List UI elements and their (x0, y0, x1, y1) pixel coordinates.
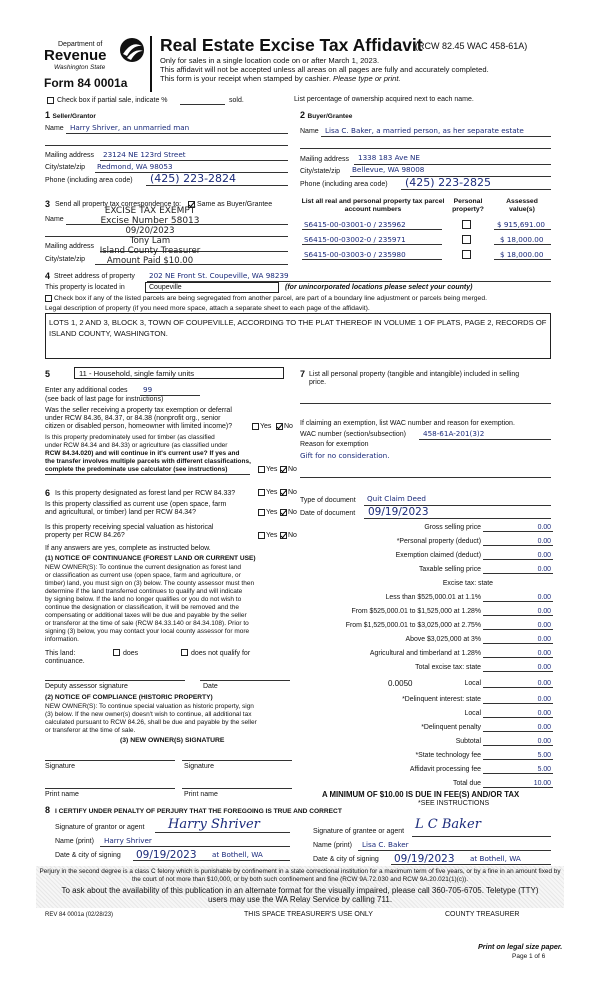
minimum-note: A MINIMUM OF $10.00 IS DUE IN FEE(S) AND/OR TAX (322, 790, 520, 799)
notice3-title: (3) NEW OWNER(S) SIGNATURE (120, 737, 225, 744)
tax-value[interactable]: 0.00 (537, 636, 551, 643)
exemption-claim-label: If claiming an exemption, list WAC number and reason for exemption. (300, 420, 515, 427)
buyer-phone-label: Phone (including area code) (300, 181, 388, 188)
tax-value[interactable]: 0.00 (537, 696, 551, 703)
n1-l3: timber) land, you must sign on (3) below. The county assessor must then (45, 580, 255, 587)
n1-l7: compensating or additional taxes will be due and payable by the seller (45, 612, 247, 619)
assessed-value-1[interactable]: $ 915,691.00 (497, 220, 546, 229)
county-treasurer: COUNTY TREASURER (445, 911, 520, 918)
s6-q3-yes-checkbox[interactable] (258, 532, 265, 539)
perjury-notice: Perjury in the second degree is a class C felony which is punishable by confinement in a state correctional institution for a maximum term of five years, or by a fine in an amount fixed by the court of not more than $10,000, or by both such confinement and fine (RCW 9A.72.030 and RCW 9A.20.021(1)(c)). (39, 868, 561, 883)
assessed-value-2[interactable]: $ 18,000.00 (500, 235, 544, 244)
s5-q1-no-checkbox[interactable] (276, 423, 283, 430)
doc-type-label: Type of document (300, 497, 356, 504)
tax-value[interactable]: 5.00 (537, 766, 551, 773)
street-label: Street address of property (54, 273, 135, 280)
n1-l6: continue the designation or classification, it will be removed and the (45, 604, 240, 611)
tax-value[interactable]: 0.00 (537, 650, 551, 657)
document-date[interactable]: 09/19/2023 (368, 506, 429, 518)
parcel-header: List all real and personal property tax parcel account numbers (301, 198, 445, 213)
tax-value[interactable]: 0.00 (537, 524, 551, 531)
s6-q3-l1: Is this property receiving special valuation as historical (45, 524, 214, 531)
section5-num: 5 (45, 369, 51, 379)
seller-name-label: Name (45, 125, 64, 132)
legal-description[interactable]: LOTS 1, 2 AND 3, BLOCK 3, TOWN OF COUPEVILLE, ACCORDING TO THE PLAT THEREOF IN VOLUME 1 OF PLATS, PAGE 2, RECORDS OF ISLAND COUNTY, WASHINGTON. (45, 313, 551, 359)
rev-number: REV 84 0001a (02/28/23) (45, 912, 114, 918)
s5-q2-l1: Is this property predominately used for timber (as classified (45, 434, 215, 441)
s6-q1: Is this property designated as forest land per RCW 84.33? (55, 490, 236, 497)
tax-row: Local 0.00 (464, 710, 551, 717)
form-rcw: (RCW 82.45 WAC 458-61A) (415, 41, 528, 51)
tax-row: From $1,525,000.01 to $3,025,000 at 2.75% 0.00 (345, 622, 551, 629)
s5-q2-l2: under RCW 84.34 and 84.33) or agriculture (as classified under (45, 442, 228, 449)
n1-l9: signing (3) below, you may contact your local county assessor for more (45, 628, 250, 635)
s6-if-any: If any answers are yes, complete as instructed below. (45, 545, 211, 552)
partial-sold-label: sold. (229, 97, 244, 104)
s5-q1-no-label: No (284, 423, 293, 430)
assessed-header: Assessed value(s) (506, 198, 538, 213)
this-land-label: This land: (45, 650, 76, 657)
certify-statement: I CERTIFY UNDER PENALTY OF PERJURY THAT THE FOREGOING IS TRUE AND CORRECT (55, 808, 342, 815)
partial-sale-checkbox[interactable] (47, 97, 54, 104)
deputy-date-label: Date (203, 683, 218, 690)
parcel-number-2[interactable]: S6415-00-03002-0 / 235971 (304, 235, 406, 244)
grantor-print-label: Name (print) (55, 838, 94, 845)
wac-label: WAC number (section/subsection) (300, 431, 406, 438)
tax-value[interactable]: 0.00 (537, 664, 551, 671)
notice2-title: (2) NOTICE OF COMPLIANCE (HISTORIC PROPERTY) (45, 694, 213, 701)
new-owner-sig-label-1: Signature (45, 763, 75, 770)
seller-city-label: City/state/zip (45, 164, 86, 171)
location-select[interactable]: Coupeville (145, 282, 279, 293)
s6-q1-yes-label: Yes (266, 489, 278, 496)
header-divider (150, 36, 152, 92)
n1-l2: or classification as current use (open space, farm and agriculture, or (45, 572, 241, 579)
section7-num: 7 (300, 369, 306, 379)
s6-q1-yes-checkbox[interactable] (258, 489, 265, 496)
grantee-date[interactable]: 09/19/2023 (394, 853, 455, 865)
tax-row: Gross selling price 0.00 (424, 524, 551, 531)
grantor-city[interactable]: at Bothell, WA (212, 850, 263, 859)
form-title: Real Estate Excise Tax Affidavit (160, 35, 423, 55)
header-note3: This form is your receipt when stamped by cashier. Please type or print. (160, 74, 401, 83)
section6-num: 6 (45, 488, 51, 498)
tax-row: Agricultural and timberland at 1.28% 0.00 (369, 650, 551, 657)
n2-l1: NEW OWNER(S): To continue special valuation as historic property, sign (45, 703, 254, 710)
grantee-print-name[interactable]: Lisa C. Baker (362, 840, 409, 849)
segregated-label: Check box if any of the listed parcels are being segregated from another parcel, are part of a boundary line adjustment or parcels being merged. (54, 295, 487, 302)
section8-num: 8 (45, 805, 51, 815)
wac-number[interactable]: 458-61A-201(3)2 (423, 429, 485, 438)
buyer-city-label: City/state/zip (300, 168, 341, 175)
document-type[interactable]: Quit Claim Deed (367, 494, 426, 503)
exemption-reason[interactable]: Gift for no consideration. (300, 451, 390, 460)
section3-heading: Send all property tax correspondence to: (55, 201, 182, 208)
buyer-name[interactable]: Lisa C. Baker, a married person, as her separate estate (325, 126, 524, 135)
tax-row: *Delinquent interest: state 0.00 (402, 696, 551, 703)
tax-row: Local 0.00 (464, 680, 551, 687)
s6-q2-l1: Is this property classified as current use (open space, farm (45, 501, 227, 508)
grantee-signature[interactable]: L C Baker (415, 817, 481, 832)
s5-q2-yes-label: Yes (266, 466, 278, 473)
s6-q3-no-checkbox[interactable] (280, 532, 287, 539)
tax-row: Exemption claimed (deduct) 0.00 (395, 552, 551, 559)
s5-q2-no-checkbox[interactable] (280, 466, 287, 473)
s5-q2-l5: complete the predominate use calculator (see instructions) (45, 466, 228, 473)
s6-q3-yes-label: Yes (266, 532, 278, 539)
tax-row: Affidavit processing fee 5.00 (409, 766, 551, 773)
see-back-note: (see back of last page for instructions) (45, 396, 164, 403)
additional-codes-label: Enter any additional codes (45, 387, 128, 394)
s6-q2-l2: and agricultural, or timber) land per RCW 84.34? (45, 509, 196, 516)
s5-q1-l1: Was the seller receiving a property tax exemption or deferral (45, 407, 232, 414)
tax-row: Above $3,025,000 at 3% 0.00 (405, 636, 551, 643)
tax-value[interactable]: 0.00 (537, 552, 551, 559)
assessed-value-3[interactable]: $ 18,000.00 (500, 250, 544, 259)
grantor-date-label: Date & city of signing (55, 852, 121, 859)
s7-text-1: List all personal property (tangible and intangible) included in selling (309, 371, 520, 378)
buyer-phone[interactable]: (425) 223-2825 (405, 176, 492, 189)
form-number: Form 84 0001a (44, 76, 128, 90)
section3-num: 3 (45, 199, 51, 209)
tax-row: Total excise tax: state 0.00 (415, 664, 551, 671)
buyer-heading: 2 Buyer/Grantee (300, 110, 353, 120)
local-rate[interactable]: 0.0050 (388, 679, 413, 688)
grantee-sig-label: Signature of grantee or agent (313, 828, 405, 835)
buyer-name-label: Name (300, 128, 319, 135)
dept-line2: Revenue (44, 47, 107, 64)
tax-value[interactable]: 0.00 (537, 724, 551, 731)
located-note: (for unincorporated locations please select your county) (285, 284, 473, 291)
s6-q2-yes-checkbox[interactable] (258, 509, 265, 516)
personal-property-checkbox-2[interactable] (462, 235, 471, 244)
legal-label: Legal description of property (if you need more space, attach a separate sheet to each page of the affidavit). (45, 305, 370, 312)
additional-codes[interactable]: 99 (143, 385, 153, 394)
tax-row: *State technology fee 5.00 (415, 752, 551, 759)
doc-date-label: Date of document (300, 510, 356, 517)
legal-size-note: Print on legal size paper. (478, 942, 563, 951)
personal-property-checkbox-3[interactable] (462, 250, 471, 259)
header-note2: This affidavit will not be accepted unless all areas on all pages are fully and accurately completed. (160, 65, 489, 74)
buyer-city[interactable]: Bellevue, WA 98008 (352, 165, 425, 174)
parcel-number-3[interactable]: S6415-00-03003-0 / 235980 (304, 250, 406, 259)
n1-l8: or transferor at the time of sale (RCW 84.33.140 or 84.34.108). Prior to (45, 620, 249, 627)
see-instructions: *SEE INSTRUCTIONS (418, 800, 490, 807)
does-not-label: does not qualify for (191, 650, 251, 657)
tax-value[interactable]: 0.00 (537, 594, 551, 601)
s3-city-label: City/state/zip (45, 256, 86, 263)
s5-q2-no-label: No (288, 466, 297, 473)
tax-value[interactable]: 0.00 (537, 710, 551, 717)
personal-header: Personal property? (452, 198, 484, 213)
does-label: does (123, 650, 139, 657)
buyer-mailing[interactable]: 1338 183 Ave NE (358, 153, 420, 162)
tax-row: Taxable selling price 0.00 (418, 566, 551, 573)
s5-q2-yes-checkbox[interactable] (258, 466, 265, 473)
personal-property-checkbox-1[interactable] (462, 220, 471, 229)
s5-q1-l3: citizen or disabled person, homeowner with limited income)? (45, 423, 233, 430)
tax-value[interactable]: 0.00 (537, 566, 551, 573)
s7-text-2: price. (309, 379, 327, 386)
n1-l5: by signing below. If the land no longer qualifies or you do not wish to (45, 596, 242, 603)
percent-ownership-note: List percentage of ownership acquired next to each name. (294, 96, 474, 103)
s3-name-label: Name (45, 216, 64, 223)
s6-q2-no-label: No (288, 509, 297, 516)
s6-q1-no-label: No (288, 489, 297, 496)
tax-value[interactable]: 0.00 (537, 680, 551, 687)
use-code-select[interactable]: 11 - Household, single family units (74, 367, 284, 379)
s6-q3-no-label: No (288, 532, 297, 539)
s6-q2-no-checkbox[interactable] (280, 509, 287, 516)
grantee-date-label: Date & city of signing (313, 856, 379, 863)
s5-q1-yes-checkbox[interactable] (252, 423, 259, 430)
s6-q1-no-checkbox[interactable] (280, 489, 287, 496)
tax-value[interactable]: 5.00 (537, 752, 551, 759)
grantor-signature[interactable]: Harry Shriver (168, 817, 260, 832)
parcel-number-1[interactable]: S6415-00-03001-0 / 235962 (304, 220, 406, 229)
new-owner-sig-label-2: Signature (184, 763, 214, 770)
exempt-stamp: EXCISE TAX EXEMPT Excise Number 58013 09/20/2023 Tony Lam Island County Treasurer Amount Paid $10.00 (99, 206, 201, 266)
tax-value[interactable]: 10.00 (533, 780, 551, 787)
s5-q2-l3: RCW 84.34.020) and will continue in it's current use? If yes and (45, 450, 240, 457)
same-as-buyer-label: Same as Buyer/Grantee (197, 201, 273, 208)
segregated-checkbox[interactable] (45, 295, 52, 302)
tax-value[interactable]: 0.00 (537, 608, 551, 615)
continuance-label: continuance. (45, 658, 85, 665)
treasurer-use: THIS SPACE TREASURER'S USE ONLY (244, 911, 373, 918)
tax-row: *Personal property (deduct) 0.00 (396, 538, 551, 545)
reason-label: Reason for exemption (300, 441, 369, 448)
s6-q3-l2: property per RCW 84.26? (45, 532, 125, 539)
header-note1: Only for sales in a single location code on or after March 1, 2023. (160, 56, 380, 65)
page-number: Page 1 of 6 (512, 953, 546, 960)
tax-row: Total due 10.00 (453, 780, 551, 787)
street-address[interactable]: 202 NE Front St. Coupeville, WA 98239 (149, 271, 289, 280)
partial-sale-label: Check box if partial sale, indicate % (57, 97, 168, 104)
grantee-city[interactable]: at Bothell, WA (470, 854, 521, 863)
n1-l4: determine if the land transferred continues to qualify and will indicate (45, 588, 243, 595)
tax-value[interactable]: 0.00 (537, 538, 551, 545)
seller-name[interactable]: Harry Shriver, an unmarried man (70, 123, 190, 132)
grantor-sig-label: Signature of grantor or agent (55, 824, 145, 831)
tax-row: From $525,000.01 to $1,525,000 at 1.28% 0.00 (351, 608, 551, 615)
section4-num: 4 (45, 271, 51, 281)
seller-city[interactable]: Redmond, WA 98053 (97, 162, 173, 171)
s6-q2-yes-label: Yes (266, 509, 278, 516)
located-label: This property is located in (45, 284, 125, 291)
seller-phone-label: Phone (including area code) (45, 177, 133, 184)
n1-l1: NEW OWNER(S): To continue the current designation as forest land (45, 564, 242, 571)
seller-heading: 1 Seller/Grantor (45, 110, 96, 120)
notice1-title: (1) NOTICE OF CONTINUANCE (FOREST LAND OR CURRENT USE) (45, 555, 256, 562)
n1-l10: information. (45, 636, 79, 643)
n2-l4: or transferor at the time of sale. (45, 727, 136, 734)
seller-mailing[interactable]: 23124 NE 123rd Street (103, 150, 186, 159)
alt-format-notice: To ask about the availability of this publication in an alternate format for the visually impaired, please call 360-705-6705. Teletype (TTY) users may use the WA Relay Service by calling 711. (61, 886, 539, 904)
dept-line3: Washington State (54, 64, 106, 71)
deputy-sig-label: Deputy assessor signature (45, 683, 128, 690)
does-not-qualify-checkbox[interactable] (181, 649, 188, 656)
tax-row: Less than $525,000.01 at 1.1% 0.00 (385, 594, 551, 601)
tax-value[interactable]: 0.00 (537, 622, 551, 629)
new-owner-print-label-2: Print name (184, 791, 218, 798)
s5-q1-yes-label: Yes (260, 423, 272, 430)
n2-l3: calculated pursuant to RCW 84.26, shall be due and payable by the seller (45, 719, 257, 726)
partial-percent-line (180, 104, 225, 105)
s3-mailing-label: Mailing address (45, 243, 95, 250)
tax-row: Excise tax: state (442, 580, 493, 587)
tax-row: Subtotal 0.00 (455, 738, 551, 745)
n2-l2: (3) below. If the new owner(s) doesn't wish to continue, all additional tax (45, 711, 252, 718)
does-qualify-checkbox[interactable] (113, 649, 120, 656)
seller-mailing-label: Mailing address (45, 152, 95, 159)
buyer-mailing-label: Mailing address (300, 156, 350, 163)
dept-line1: Department of (58, 41, 103, 48)
seller-phone[interactable]: (425) 223-2824 (150, 172, 237, 185)
grantor-print-name[interactable]: Harry Shriver (104, 836, 152, 845)
new-owner-print-label-1: Print name (45, 791, 79, 798)
grantee-print-label: Name (print) (313, 842, 352, 849)
grantor-date[interactable]: 09/19/2023 (136, 849, 197, 861)
tax-row: *Delinquent penalty 0.00 (421, 724, 551, 731)
s5-q1-l2: under RCW 84.36, 84.37, or 84.38 (nonprofit org., senior (45, 415, 221, 422)
tax-value[interactable]: 0.00 (537, 738, 551, 745)
s5-q2-l4: the transfer involves multiple parcels with different classifications, (45, 458, 251, 465)
dor-swoosh-icon (118, 36, 146, 64)
